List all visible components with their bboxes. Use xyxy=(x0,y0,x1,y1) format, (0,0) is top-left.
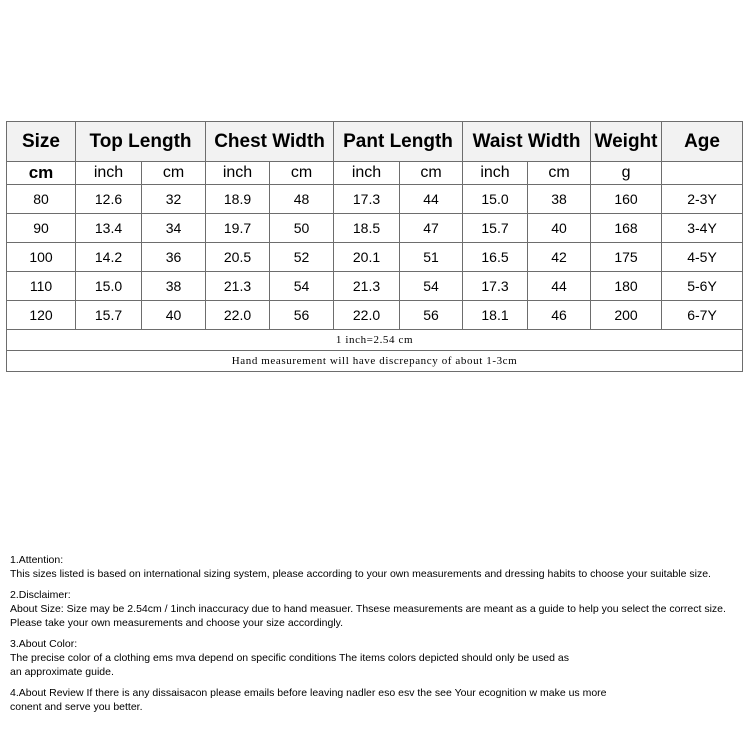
size-cell: 100 xyxy=(7,243,76,272)
size-cell: 21.3 xyxy=(206,272,270,301)
note-block xyxy=(10,686,748,714)
note-block xyxy=(10,637,748,679)
unit-cell: inch xyxy=(463,162,528,185)
header-weight: Weight xyxy=(591,122,662,162)
size-cell: 200 xyxy=(591,301,662,330)
size-cell: 120 xyxy=(7,301,76,330)
size-chart-table xyxy=(6,121,743,372)
size-cell: 17.3 xyxy=(463,272,528,301)
size-cell: 19.7 xyxy=(206,214,270,243)
unit-cell: cm xyxy=(142,162,206,185)
unit-cell: inch xyxy=(76,162,142,185)
note-block xyxy=(10,553,748,581)
size-cell: 110 xyxy=(7,272,76,301)
unit-cell xyxy=(662,162,743,185)
size-cell: 20.1 xyxy=(334,243,400,272)
unit-cell: cm xyxy=(528,162,591,185)
unit-cell: g xyxy=(591,162,662,185)
size-cell: 4-5Y xyxy=(662,243,743,272)
note-block xyxy=(10,588,748,630)
size-cell: 15.7 xyxy=(463,214,528,243)
size-cell: 54 xyxy=(270,272,334,301)
size-cell: 36 xyxy=(142,243,206,272)
size-cell: 18.5 xyxy=(334,214,400,243)
size-cell: 47 xyxy=(400,214,463,243)
measurement-note: Hand measurement will have discrepancy of about 1-3cm xyxy=(7,351,743,372)
size-rows xyxy=(7,185,743,330)
header-age: Age xyxy=(662,122,743,162)
size-cell: 180 xyxy=(591,272,662,301)
conversion-note: 1 inch=2.54 cm xyxy=(7,330,743,351)
size-row xyxy=(7,301,743,330)
size-cell: 168 xyxy=(591,214,662,243)
unit-cell: cm xyxy=(270,162,334,185)
size-row xyxy=(7,243,743,272)
size-cell: 3-4Y xyxy=(662,214,743,243)
size-cell: 50 xyxy=(270,214,334,243)
note-line: an approximate guide. xyxy=(10,666,114,678)
size-cell: 18.1 xyxy=(463,301,528,330)
size-cell: 22.0 xyxy=(206,301,270,330)
unit-cell: cm xyxy=(7,162,76,185)
size-cell: 160 xyxy=(591,185,662,214)
size-cell: 14.2 xyxy=(76,243,142,272)
note-line: Please take your own measurements and choose your size accordingly. xyxy=(10,617,344,629)
size-cell: 6-7Y xyxy=(662,301,743,330)
size-cell: 44 xyxy=(528,272,591,301)
unit-cell: cm xyxy=(400,162,463,185)
size-cell: 15.0 xyxy=(76,272,142,301)
size-cell: 44 xyxy=(400,185,463,214)
size-cell: 52 xyxy=(270,243,334,272)
note-heading: 3.About Color: xyxy=(10,638,78,650)
size-cell: 40 xyxy=(142,301,206,330)
size-cell: 42 xyxy=(528,243,591,272)
size-cell: 54 xyxy=(400,272,463,301)
size-cell: 80 xyxy=(7,185,76,214)
size-cell: 15.0 xyxy=(463,185,528,214)
header-row xyxy=(7,122,743,162)
note-line: 4.About Review If there is any dissaisacon please emails before leaving nadler eso esv the see Your ecognition w make us more xyxy=(10,687,607,699)
note-heading: 1.Attention: xyxy=(10,554,64,566)
size-cell: 38 xyxy=(142,272,206,301)
size-row xyxy=(7,185,743,214)
size-cell: 13.4 xyxy=(76,214,142,243)
unit-cell: inch xyxy=(206,162,270,185)
size-cell: 20.5 xyxy=(206,243,270,272)
size-cell: 48 xyxy=(270,185,334,214)
size-cell: 5-6Y xyxy=(662,272,743,301)
size-cell: 15.7 xyxy=(76,301,142,330)
size-cell: 175 xyxy=(591,243,662,272)
size-cell: 90 xyxy=(7,214,76,243)
note-line: About Size: Size may be 2.54cm / 1inch inaccuracy due to hand measuer. Thsese measurements are meant as a guide to help you select the correct size. xyxy=(10,603,726,615)
size-cell: 2-3Y xyxy=(662,185,743,214)
note-line: conent and serve you better. xyxy=(10,701,143,713)
unit-cell: inch xyxy=(334,162,400,185)
size-cell: 17.3 xyxy=(334,185,400,214)
header-top-length: Top Length xyxy=(76,122,206,162)
header-pant-length: Pant Length xyxy=(334,122,463,162)
note-line: The precise color of a clothing ems mva depend on specific conditions The items colors depicted should only be used as xyxy=(10,652,569,664)
unit-row xyxy=(7,162,743,185)
note-line: This sizes listed is based on international sizing system, please according to your own measurements and dressing habits to choose your suitable size. xyxy=(10,568,711,580)
size-row xyxy=(7,272,743,301)
size-cell: 16.5 xyxy=(463,243,528,272)
size-row xyxy=(7,214,743,243)
size-cell: 56 xyxy=(270,301,334,330)
size-cell: 46 xyxy=(528,301,591,330)
size-cell: 40 xyxy=(528,214,591,243)
size-cell: 38 xyxy=(528,185,591,214)
size-cell: 21.3 xyxy=(334,272,400,301)
size-cell: 51 xyxy=(400,243,463,272)
size-cell: 12.6 xyxy=(76,185,142,214)
notes-section xyxy=(10,553,748,721)
header-size: Size xyxy=(7,122,76,162)
header-waist-width: Waist Width xyxy=(463,122,591,162)
size-cell: 18.9 xyxy=(206,185,270,214)
measurement-row xyxy=(7,351,743,372)
size-cell: 32 xyxy=(142,185,206,214)
size-cell: 56 xyxy=(400,301,463,330)
size-cell: 22.0 xyxy=(334,301,400,330)
note-heading: 2.Disclaimer: xyxy=(10,589,71,601)
conversion-row xyxy=(7,330,743,351)
size-cell: 34 xyxy=(142,214,206,243)
header-chest-width: Chest Width xyxy=(206,122,334,162)
